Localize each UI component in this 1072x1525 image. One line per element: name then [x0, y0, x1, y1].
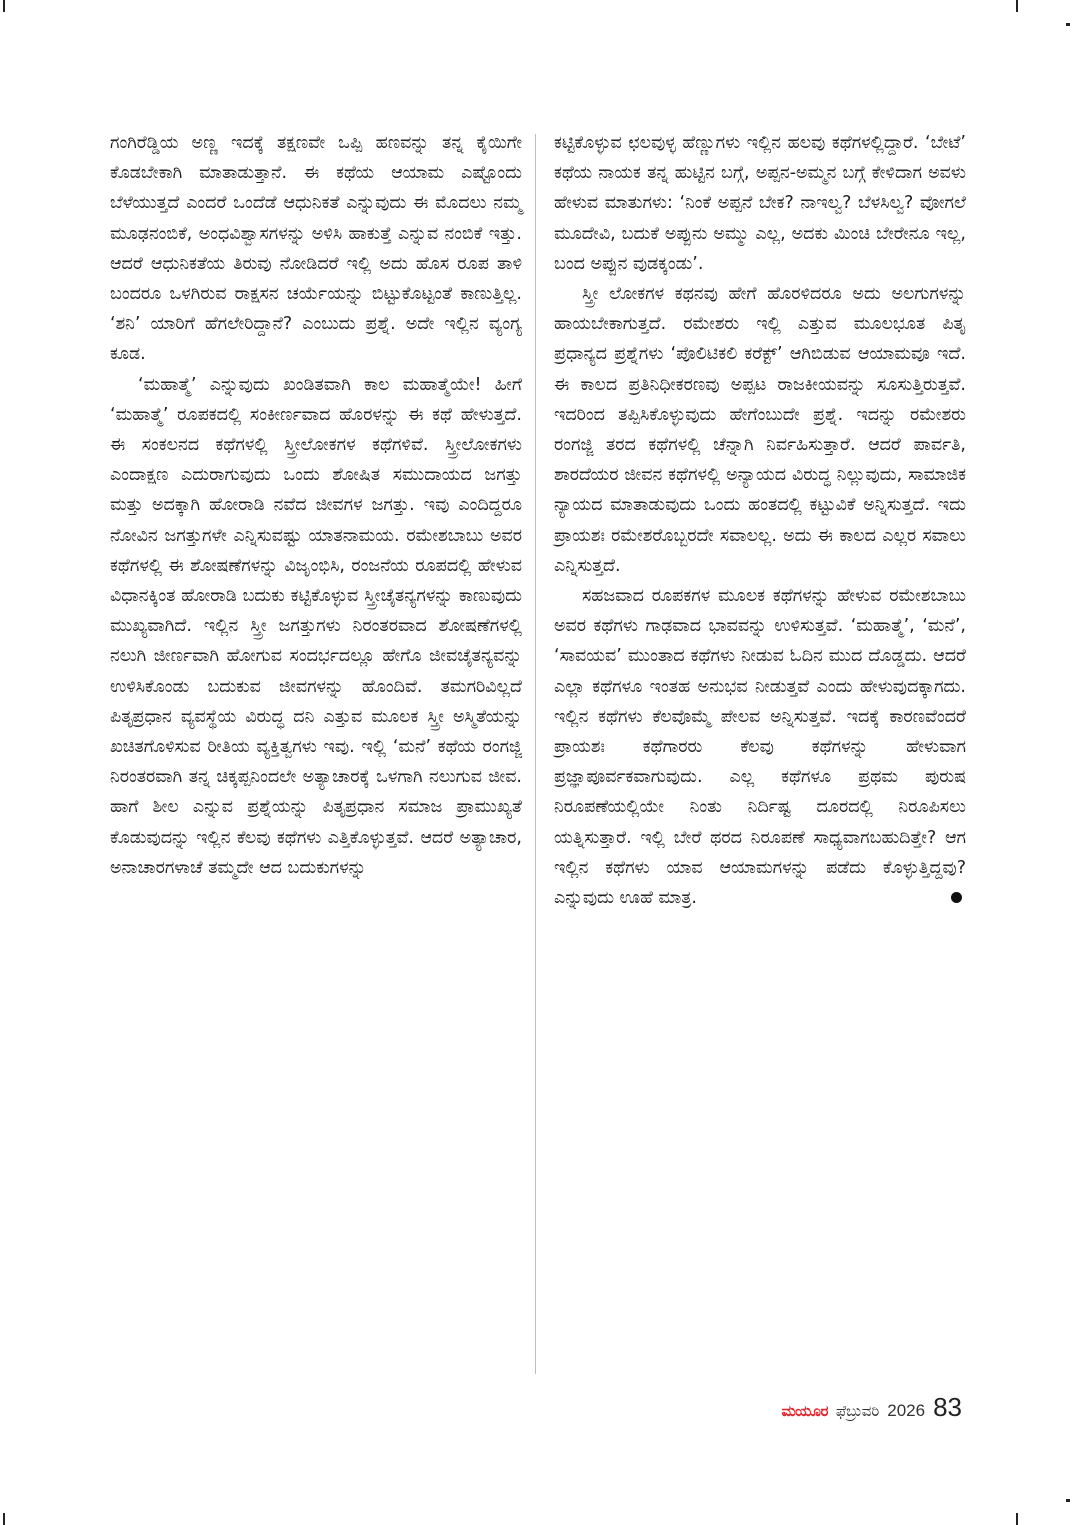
magazine-logo: ಮಯೂರ: [781, 1402, 828, 1420]
right-column: [554, 128, 966, 1376]
page-footer: [782, 1392, 962, 1426]
crop-mark-right-lower: [1066, 1499, 1070, 1502]
end-of-article-icon: [951, 892, 962, 903]
paragraph: ಕಟ್ಟಿಕೊಳ್ಳುವ ಛಲವುಳ್ಳ ಹೆಣ್ಣುಗಳು ಇಲ್ಲಿನ ಹಲವು ಕಥೆಗಳಲ್ಲಿದ್ದಾರೆ. ‘ಬೇಟೆ’ ಕಥೆಯ ನಾಯಕ ತನ್ನ ಹುಟ್ಟಿನ ಬಗ್ಗೆ, ಅಪ್ಪನ-ಅಮ್ಮನ ಬಗ್ಗೆ ಕೇಳಿದಾಗ ಅವಳು ಹೇಳುವ ಮಾತುಗಳು: ‘ನಿಂಕೆ ಅಪ್ಪನೆ ಬೇಕ? ನಾಇಲ್ವ? ಬೆಳಸಿಲ್ವ? ವೋಗಲೆ ಮೂದೇವಿ, ಬದುಕೆ ಅಪ್ಪುನು ಅಮ್ಮು ಎಲ್ಲ, ಅದಕು ಮಿಂಚಿ ಬೇರೇನೂ ಇಲ್ಲ, ಬಂದ ಅಪ್ಪುನ ವುಡಕ್ಕಂಡು’.: [554, 133, 966, 274]
crop-mark-top-right: [1016, 0, 1018, 12]
left-column: [110, 128, 522, 1376]
article-body: [110, 128, 966, 1376]
paragraph: ಗಂಗಿರೆಡ್ಡಿಯ ಅಣ್ಣ ಇದಕ್ಕೆ ತಕ್ಷಣವೇ ಒಪ್ಪಿ ಹಣವನ್ನು ತನ್ನ ಕೈಯಿಗೇ ಕೊಡಬೇಕಾಗಿ ಮಾತಾಡುತ್ತಾನೆ. ಈ ಕಥೆಯ ಆಯಾಮ ಎಷ್ಟೊಂದು ಬೆಳೆಯುತ್ತದೆ ಎಂದರೆ ಒಂದೆಡೆ ಆಧುನಿಕತೆ ಎನ್ನುವುದು ಈ ಮೊದಲು ನಮ್ಮ ಮೂಢನಂಬಿಕೆ, ಅಂಧವಿಶ್ವಾಸಗಳನ್ನು ಅಳಿಸಿ ಹಾಕುತ್ತೆ ಎನ್ನುವ ನಂಬಿಕೆ ಇತ್ತು. ಆದರೆ ಆಧುನಿಕತೆಯ ತಿರುವು ನೋಡಿದರೆ ಇಲ್ಲಿ ಅದು ಹೊಸ ರೂಪ ತಾಳಿ ಬಂದರೂ ಒಳಗಿರುವ ರಾಕ್ಷಸನ ಚರ್ಯೆಯನ್ನು ಬಿಟ್ಟುಕೊಟ್ಟಂತೆ ಕಾಣುತ್ತಿಲ್ಲ. ‘ಶನಿ’ ಯಾರಿಗೆ ಹೆಗಲೇರಿದ್ದಾನೆ? ಎಂಬುದು ಪ್ರಶ್ನೆ. ಅದೇ ಇಲ್ಲಿನ ವ್ಯಂಗ್ಯ ಕೂಡ.: [110, 133, 522, 365]
paragraph-text: ಸಹಜವಾದ ರೂಪಕಗಳ ಮೂಲಕ ಕಥೆಗಳನ್ನು ಹೇಳುವ ರಮೇಶಬಾಬು ಅವರ ಕಥೆಗಳು ಗಾಢವಾದ ಭಾವವನ್ನು ಉಳಿಸುತ್ತವೆ. ‘ಮಹಾತ್ಮೆ’, ‘ಮನೆ’, ‘ಸಾವಯವ’ ಮುಂತಾದ ಕಥೆಗಳು ನೀಡುವ ಓದಿನ ಮುದ ದೊಡ್ಡದು. ಆದರೆ ಎಲ್ಲಾ ಕಥೆಗಳೂ ಇಂತಹ ಅನುಭವ ನೀಡುತ್ತವೆ ಎಂದು ಹೇಳುವುದಕ್ಕಾಗದು. ಇಲ್ಲಿನ ಕಥೆಗಳು ಕೆಲವೊಮ್ಮೆ ಪೇಲವ ಅನ್ನಿಸುತ್ತವೆ. ಇದಕ್ಕೆ ಕಾರಣವೆಂದರೆ ಪ್ರಾಯಶಃ ಕಥೆಗಾರರು ಕೆಲವು ಕಥೆಗಳನ್ನು ಹೇಳುವಾಗ ಪ್ರಜ್ಞಾಪೂರ್ವಕವಾಗುವುದು. ಎಲ್ಲ ಕಥೆಗಳೂ ಪ್ರಥಮ ಪುರುಷ ನಿರೂಪಣೆಯಲ್ಲಿಯೇ ನಿಂತು ನಿರ್ದಿಷ್ಟ ದೂರದಲ್ಲಿ ನಿರೂಪಿಸಲು ಯತ್ನಿಸುತ್ತಾರೆ. ಇಲ್ಲಿ ಬೇರೆ ಥರದ ನಿರೂಪಣೆ ಸಾಧ್ಯವಾಗಬಹುದಿತ್ತೇ? ಆಗ ಇಲ್ಲಿನ ಕಥೆಗಳು ಯಾವ ಆಯಾಮಗಳನ್ನು ಪಡೆದು ಕೊಳ್ಳುತ್ತಿದ್ದವು? ಎನ್ನುವುದು ಊಹೆ ಮಾತ್ರ.: [554, 586, 966, 909]
crop-mark-bottom-right: [1016, 1513, 1018, 1525]
page-number: 83: [933, 1392, 962, 1422]
crop-mark-right-upper: [1066, 23, 1070, 26]
issue-year: 2026: [887, 1401, 926, 1420]
crop-mark-top-left: [3, 0, 5, 12]
column-divider: [535, 134, 536, 1374]
issue-month: ಫೆಬ್ರುವರಿ: [835, 1402, 880, 1420]
paragraph: ‘ಮಹಾತ್ಮೆ’ ಎನ್ನುವುದು ಖಂಡಿತವಾಗಿ ಕಾಲ ಮಹಾತ್ಮೆಯೇ! ಹೀಗೆ ‘ಮಹಾತ್ಮೆ’ ರೂಪಕದಲ್ಲಿ ಸಂಕೀರ್ಣವಾದ ಹೊರಳನ್ನು ಈ ಕಥೆ ಹೇಳುತ್ತದೆ. ಈ ಸಂಕಲನದ ಕಥೆಗಳಲ್ಲಿ ಸ್ತ್ರೀಲೋಕಗಳ ಕಥೆಗಳಿವೆ. ಸ್ತ್ರೀಲೋಕಗಳು ಎಂದಾಕ್ಷಣ ಎದುರಾಗುವುದು ಒಂದು ಶೋಷಿತ ಸಮುದಾಯದ ಜಗತ್ತು ಮತ್ತು ಅದಕ್ಕಾಗಿ ಹೋರಾಡಿ ನವೆದ ಜೀವಗಳ ಜಗತ್ತು. ಇವು ಎಂದಿದ್ದರೂ ನೋವಿನ ಜಗತ್ತುಗಳೇ ಎನ್ನಿಸುವಷ್ಟು ಯಾತನಾಮಯ. ರಮೇಶಬಾಬು ಅವರ ಕಥೆಗಳಲ್ಲಿ ಈ ಶೋಷಣೆಗಳನ್ನು ವಿಜೃಂಭಿಸಿ, ರಂಜನೆಯ ರೂಪದಲ್ಲಿ ಹೇಳುವ ವಿಧಾನಕ್ಕಿಂತ ಹೋರಾಡಿ ಬದುಕು ಕಟ್ಟಿಕೊಳ್ಳುವ ಸ್ತ್ರೀಚೈತನ್ಯಗಳನ್ನು ಕಾಣುವುದು ಮುಖ್ಯವಾಗಿದೆ. ಇಲ್ಲಿನ ಸ್ತ್ರೀ ಜಗತ್ತುಗಳು ನಿರಂತರವಾದ ಶೋಷಣೆಗಳಲ್ಲಿ ನಲುಗಿ ಜೀರ್ಣವಾಗಿ ಹೋಗುವ ಸಂದರ್ಭದಲ್ಲೂ ಹೇಗೊ ಜೀವಚೈತನ್ಯವನ್ನು ಉಳಿಸಿಕೊಂಡು ಬದುಕುವ ಜೀವಗಳನ್ನು ಹೊಂದಿವೆ. ತಮಗರಿವಿಲ್ಲದೆ ಪಿತೃಪ್ರಧಾನ ವ್ಯವಸ್ಥೆಯ ವಿರುದ್ಧ ದನಿ ಎತ್ತುವ ಮೂಲಕ ಸ್ತ್ರೀ ಅಸ್ಮಿತೆಯನ್ನು ಖಚಿತಗೊಳಿಸುವ ರೀತಿಯ ವ್ಯಕ್ತಿತ್ವಗಳು ಇವು. ಇಲ್ಲಿ ‘ಮನೆ’ ಕಥೆಯ ರಂಗಜ್ಜಿ ನಿರಂತರವಾಗಿ ತನ್ನ ಚಿಕ್ಕಪ್ಪನಿಂದಲೇ ಅತ್ಯಾಚಾರಕ್ಕೆ ಒಳಗಾಗಿ ನಲುಗುವ ಜೀವ. ಹಾಗೆ ಶೀಲ ಎನ್ನುವ ಪ್ರಶ್ನೆಯನ್ನು ಪಿತೃಪ್ರಧಾನ ಸಮಾಜ ಪ್ರಾಮುಖ್ಯತೆ ಕೊಡುವುದನ್ನು ಇಲ್ಲಿನ ಕೆಲವು ಕಥೆಗಳು ಎತ್ತಿಕೊಳ್ಳುತ್ತವೆ. ಆದರೆ ಅತ್ಯಾಚಾರ, ಅನಾಚಾರಗಳಾಚೆ ತಮ್ಮದೇ ಆದ ಬದುಕುಗಳನ್ನು: [110, 374, 522, 878]
crop-mark-bottom-left: [3, 1513, 5, 1525]
paragraph: ಸ್ತ್ರೀ ಲೋಕಗಳ ಕಥನವು ಹೇಗೆ ಹೊರಳಿದರೂ ಅದು ಅಲಗುಗಳನ್ನು ಹಾಯಬೇಕಾಗುತ್ತದೆ. ರಮೇಶರು ಇಲ್ಲಿ ಎತ್ತುವ ಮೂಲಭೂತ ಪಿತೃ ಪ್ರಧಾನ್ಯದ ಪ್ರಶ್ನೆಗಳು ‘ಪೊಲಿಟಿಕಲಿ ಕರೆಕ್ಟ್’ ಆಗಿಬಿಡುವ ಆಯಾಮವೂ ಇದೆ. ಈ ಕಾಲದ ಪ್ರತಿನಿಧೀಕರಣವು ಅಪ್ಪಟ ರಾಜಕೀಯವನ್ನು ಸೂಸುತ್ತಿರುತ್ತವೆ. ಇದರಿಂದ ತಪ್ಪಿಸಿಕೊಳ್ಳುವುದು ಹೇಗೆಂಬುದೇ ಪ್ರಶ್ನೆ. ಇದನ್ನು ರಮೇಶರು ರಂಗಜ್ಜಿ ತರದ ಕಥೆಗಳಲ್ಲಿ ಚೆನ್ನಾಗಿ ನಿರ್ವಹಿಸುತ್ತಾರೆ. ಆದರೆ ಪಾರ್ವತಿ, ಶಾರದೆಯರ ಜೀವನ ಕಥೆಗಳಲ್ಲಿ ಅನ್ಯಾಯದ ವಿರುದ್ಧ ನಿಲ್ಲುವುದು, ಸಾಮಾಜಿಕ ನ್ಯಾಯದ ಮಾತಾಡುವುದು ಒಂದು ಹಂತದಲ್ಲಿ ಕಟ್ಟುವಿಕೆ ಅನ್ನಿಸುತ್ತದೆ. ಇದು ಪ್ರಾಯಶಃ ರಮೇಶರೊಬ್ಬರದೇ ಸವಾಲಲ್ಲ. ಅದು ಈ ಕಾಲದ ಎಲ್ಲರ ಸವಾಲು ಎನ್ನಿಸುತ್ತದೆ.: [554, 284, 966, 576]
paragraph-last: [554, 581, 966, 913]
